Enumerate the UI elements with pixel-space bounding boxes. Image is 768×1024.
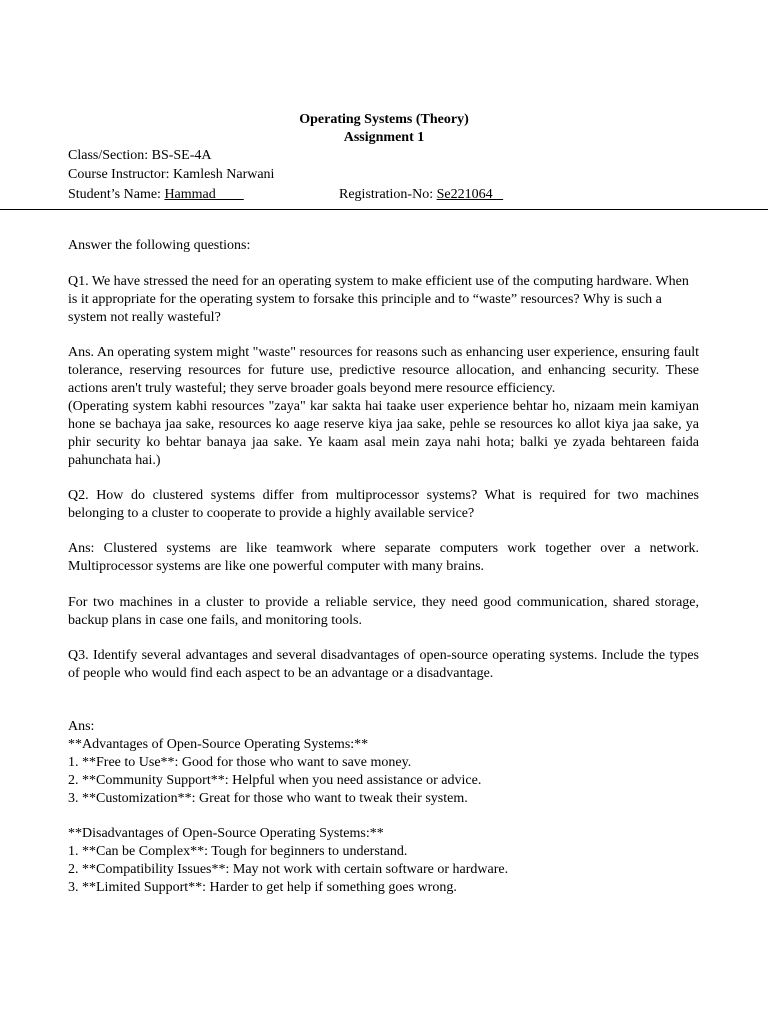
- answer-2-continued: For two machines in a cluster to provide a reliable service, they need good communication, shared storage, backup plans in case one fails, and monitoring tools.: [68, 595, 699, 628]
- advantage-item: 3. **Customization**: Great for those who want to tweak their system.: [68, 791, 468, 806]
- student-name-value: Hammad: [164, 187, 244, 202]
- document-subtitle: Assignment 1: [343, 130, 425, 145]
- registration-line: [339, 186, 503, 204]
- advantage-item: 1. **Free to Use**: Good for those who want to save money.: [68, 755, 412, 770]
- answer-2: Ans: Clustered systems are like teamwork where separate computers work together over a network. Multiprocessor systems are like one powerful computer with many brains.: [68, 541, 699, 574]
- disadvantage-item: 1. **Can be Complex**: Tough for beginners to understand.: [68, 844, 408, 859]
- header-divider: [0, 209, 768, 210]
- disadvantages-heading: **Disadvantages of Open-Source Operating Systems:**: [68, 826, 384, 841]
- answer-1-translation: (Operating system kabhi resources "zaya" kar sakta hai taake user experience behtar ho, nizaam mein kamiyan hone se bachaya jaa sake, resources ko aage reserve kiya jaa sake, pehle se resources ko allot kiya jaa sake, ya phir security ko behtar banaya jaa sake. Ye kaam asal mein zaya nahi hota; balki ye zyada behtareen faida pahunchata hai.): [68, 399, 699, 468]
- question-1: Q1. We have stressed the need for an operating system to make efficient use of the computing hardware. When is it appropriate for the operating system to forsake this principle and to “waste” resources? Why is such a system not really wasteful?: [68, 274, 689, 325]
- question-2: Q2. How do clustered systems differ from multiprocessor systems? What is required for two machines belonging to a cluster to cooperate to provide a highly available service?: [68, 488, 699, 521]
- disadvantage-item: 2. **Compatibility Issues**: May not work with certain software or hardware.: [68, 862, 509, 877]
- question-3: Q3. Identify several advantages and several disadvantages of open-source operating systems. Include the types of people who would find each aspect to be an advantage or a disadvantage.: [68, 648, 699, 681]
- answer-3-label: Ans:: [68, 719, 95, 734]
- advantage-item: 2. **Community Support**: Helpful when you need assistance or advice.: [68, 773, 482, 788]
- student-name-line: [68, 186, 244, 204]
- advantages-heading: **Advantages of Open-Source Operating Systems:**: [68, 737, 369, 752]
- document-title: Operating Systems (Theory): [299, 112, 469, 127]
- registration-value: Se221064: [436, 187, 504, 202]
- disadvantage-item: 3. **Limited Support**: Harder to get help if something goes wrong.: [68, 880, 457, 895]
- answer-1: Ans. An operating system might "waste" resources for reasons such as enhancing user experience, ensuring fault tolerance, reserving resources for future use, predictive resource allocation, and enhancing security. These actions aren't truly wasteful; they serve broader goals beyond mere resource efficiency.: [68, 345, 699, 396]
- instructions: Answer the following questions:: [68, 238, 251, 253]
- course-instructor: Course Instructor: Kamlesh Narwani: [68, 167, 275, 182]
- class-section: Class/Section: BS-SE-4A: [68, 148, 212, 163]
- student-name-label: Student’s Name:: [68, 187, 165, 202]
- registration-label: Registration-No:: [339, 187, 437, 202]
